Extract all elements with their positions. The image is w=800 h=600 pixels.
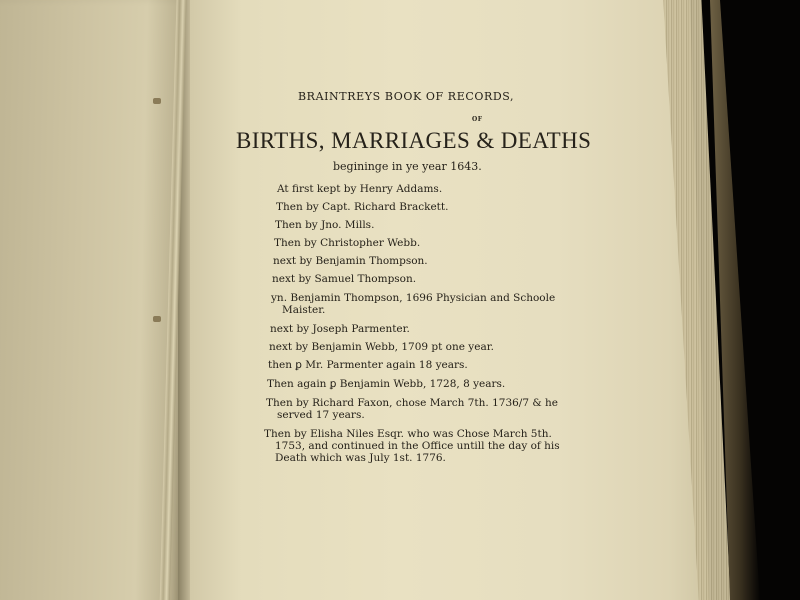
- record-entry-continuation: Maister.: [282, 304, 326, 316]
- record-entry: Then by Christopher Webb.: [274, 237, 421, 249]
- record-entry: yn. Benjamin Thompson, 1696 Physician and Schoole: [271, 292, 556, 304]
- record-entry: Then again ꝑ Benjamin Webb, 1728, 8 years.: [267, 378, 506, 390]
- record-entry: next by Joseph Parmenter.: [270, 323, 410, 335]
- book-header: BRAINTREYS BOOK OF RECORDS,: [298, 90, 515, 103]
- record-entry: next by Benjamin Webb, 1709 pt one year.: [269, 341, 494, 353]
- record-entry: Then by Richard Faxon, chose March 7th. 1736/7 & he: [266, 397, 559, 409]
- record-entry: At first kept by Henry Addams.: [277, 183, 443, 195]
- page-subtitle: begininge in ye year 1643.: [333, 160, 482, 173]
- page-title: BIRTHS, MARRIAGES & DEATHS: [236, 128, 592, 153]
- record-entry: Then by Capt. Richard Brackett.: [276, 201, 449, 213]
- record-entry: Then by Jno. Mills.: [275, 219, 375, 231]
- record-entry: Then by Elisha Niles Esqr. who was Chose March 5th.: [264, 428, 552, 440]
- record-entry-continuation: 1753, and continued in the Office untill the day of his: [275, 440, 560, 452]
- record-entry: next by Samuel Thompson.: [272, 273, 417, 285]
- header-of: OF: [472, 116, 483, 123]
- record-entry: next by Benjamin Thompson.: [273, 255, 428, 267]
- record-entry: then ꝑ Mr. Parmenter again 18 years.: [268, 359, 468, 371]
- record-entry-continuation: served 17 years.: [277, 409, 365, 421]
- record-entry-continuation: Death which was July 1st. 1776.: [275, 452, 446, 464]
